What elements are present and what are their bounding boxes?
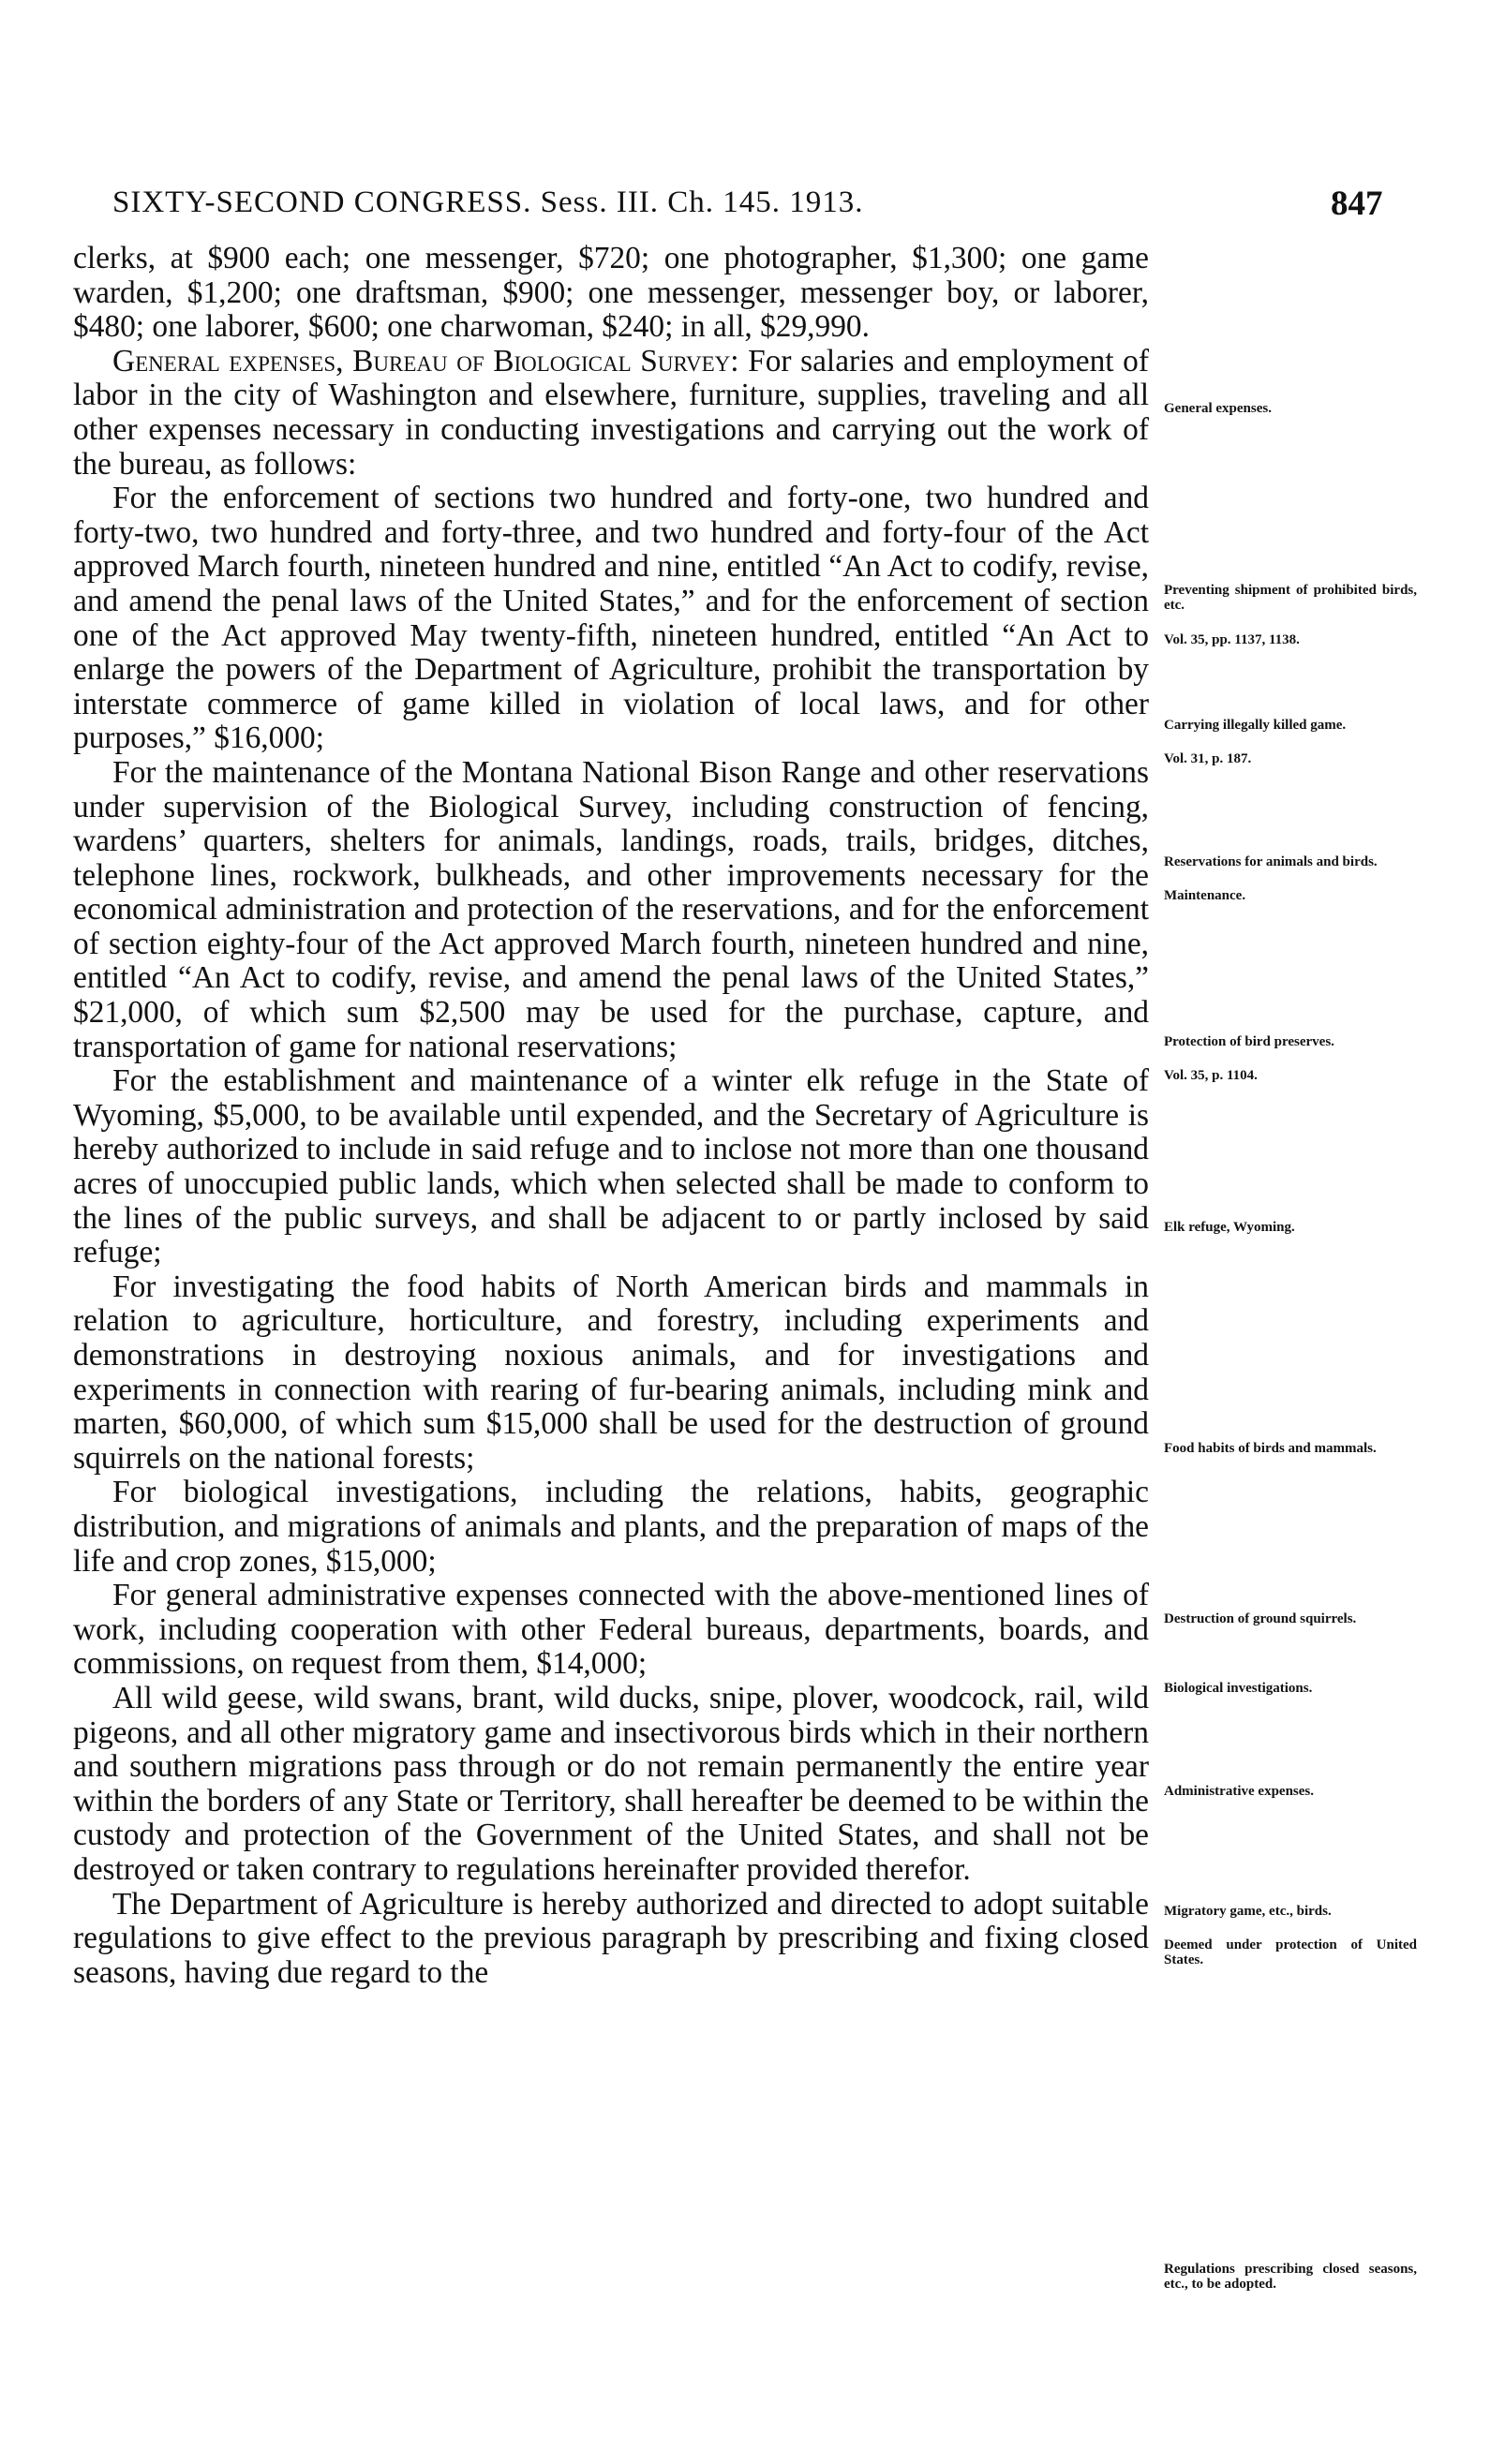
margin-note: Vol. 35, pp. 1137, 1138. [1164,632,1300,647]
paragraph-text: For salaries and employment of labor in the city of Washington and elsewhere, furniture, supplies, traveling and all other expenses necessary in conducting investigations and carrying out the work of the bureau, as follows: [73,343,1149,482]
margin-note: Carrying illegally killed game. [1164,718,1347,733]
page-number: 847 [1331,185,1383,223]
page-header [0,186,1505,232]
section-heading: General expenses, Bureau of Biological Survey: [112,343,739,379]
margin-note: Reservations for animals and birds. [1164,854,1378,869]
paragraph-migratory-birds: All wild geese, wild swans, brant, wild ducks, snipe, plover, woodcock, rail, wild pigeons, and all other migratory game and insectivorous birds which in their northern and southern migrations pass through or do not remain permanently the entire year within the borders of any State or Territory, shall hereafter be deemed to be within the custody and protection of the Government of the United States, and shall not be destroyed or taken contrary to regulations hereinafter provided therefor. [73,1680,1149,1887]
paragraph-elk-refuge: For the establishment and maintenance of a winter elk refuge in the State of Wyoming, $5,000, to be available until expended, and the Secretary of Agriculture is hereby authorized to include in said refuge and to inclose not more than one thousand acres of unoccupied public lands, which when selected shall be made to conform to the lines of the public surveys, and shall be adjacent to or partly inclosed by said refuge; [73,1063,1149,1270]
margin-note: Administrative expenses. [1164,1784,1314,1799]
margin-note: Maintenance. [1164,888,1246,903]
margin-note: Deemed under protection of United States. [1164,1937,1417,1967]
margin-note: Vol. 31, p. 187. [1164,751,1252,766]
paragraph-general-expenses [73,345,1149,482]
margin-note: Regulations prescribing closed seasons, etc., to be adopted. [1164,2262,1417,2292]
margin-note: General expenses. [1164,401,1272,416]
margin-note: Biological investigations. [1164,1681,1313,1696]
paragraph-biological-investigations: For biological investigations, including the relations, habits, geographic distribution, and migrations of animals and plants, and the preparation of maps of the life and crop zones, $15,000; [73,1475,1149,1579]
body-text [73,242,1149,1990]
margin-note: Protection of bird preserves. [1164,1034,1334,1049]
margin-note: Vol. 35, p. 1104. [1164,1068,1258,1083]
margin-note: Preventing shipment of prohibited birds, etc. [1164,583,1417,613]
margin-note: Food habits of birds and mammals. [1164,1441,1377,1456]
running-head: SIXTY-SECOND CONGRESS. Sess. III. Ch. 145. 1913. [112,186,864,219]
paragraph-enforcement: For the enforcement of sections two hundred and forty-one, two hundred and forty-two, two hundred and forty-three, and two hundred and forty-four of the Act approved March fourth, nineteen hundred and nine, entitled “An Act to codify, revise, and amend the penal laws of the United States,” and for the enforcement of section one of the Act approved May twenty-fifth, nineteen hundred, entitled “An Act to enlarge the powers of the Department of Agriculture, prohibit the transportation by interstate commerce of game killed in violation of local laws, and for other purposes,” $16,000; [73,481,1149,756]
paragraph-bison-range: For the maintenance of the Montana National Bison Range and other reservations under supervision of the Biological Survey, including construction of fencing, wardens’ quarters, shelters for animals, landings, roads, trails, bridges, ditches, telephone lines, rockwork, bulkheads, and other improvements necessary for the economical administration and protection of the reservations, and for the enforcement of section eighty-four of the Act approved March fourth, nineteen hundred and nine, entitled “An Act to codify, revise, and amend the penal laws of the United States,” $21,000, of which sum $2,500 may be used for the purchase, capture, and transportation of game for national reservations; [73,754,1149,1064]
paragraph-administrative-expenses: For general administrative expenses connected with the above-mentioned lines of work, including cooperation with other Federal bureaus, departments, boards, and commissions, on request from them, $14,000; [73,1578,1149,1682]
paragraph-food-habits: For investigating the food habits of North American birds and mammals in relation to agriculture, horticulture, and forestry, including experiments and demonstrations in destroying noxious animals, and for investigations and experiments in connection with rearing of fur-bearing animals, including mink and marten, $60,000, of which sum $15,000 shall be used for the destruction of ground squirrels on the national forests; [73,1269,1149,1476]
paragraph-clerks: clerks, at $900 each; one messenger, $720; one photographer, $1,300; one game warden, $1,200; one draftsman, $900; one messenger, messenger boy, or laborer, $480; one laborer, $600; one charwoman, $240; in all, $29,990. [73,241,1149,345]
margin-note: Elk refuge, Wyoming. [1164,1220,1295,1235]
paragraph-regulations: The Department of Agriculture is hereby authorized and directed to adopt suitable regulations to give effect to the previous paragraph by prescribing and fixing closed seasons, having due regard to the [73,1886,1149,1990]
margin-note: Migratory game, etc., birds. [1164,1904,1332,1919]
margin-note: Destruction of ground squirrels. [1164,1611,1357,1626]
